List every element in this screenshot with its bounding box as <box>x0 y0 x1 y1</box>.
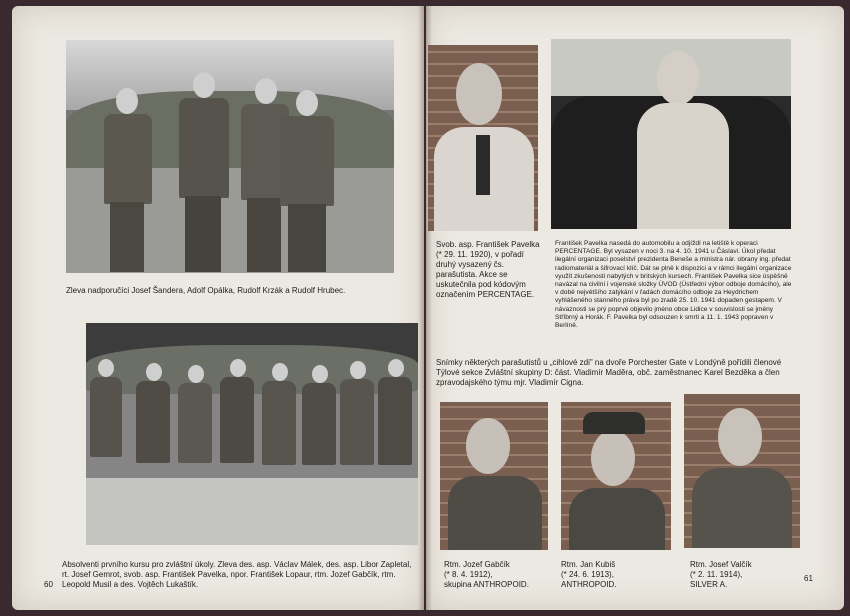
portrait-name: Rtm. Jozef Gabčík <box>444 560 510 569</box>
caption-kubis <box>561 560 661 590</box>
portrait-name: Rtm. Josef Valčík <box>690 560 752 569</box>
caption-gabcik <box>444 560 544 590</box>
photo-kubis <box>561 402 671 550</box>
portrait-group: ANTHROPOID. <box>561 580 617 589</box>
photo-pavelka-car <box>551 39 791 229</box>
portrait-group: skupina ANTHROPOID. <box>444 580 529 589</box>
photo-gabcik <box>440 402 548 550</box>
photo-pavelka-portrait <box>428 45 538 231</box>
caption-pavelka: Svob. asp. František Pavelka (* 29. 11. 1920), v pořadí druhý vysazený čs. parašutista. Akce se uskutečnila pod kódovým označením PERCENTAGE. <box>436 240 540 299</box>
caption-pavelka-car: František Pavelka nasedá do automobilu a odjíždí na letiště k operaci PERCENTAGE. Byl vysazen v noci 3. na 4. 10. 1941 u Čáslavi. Úkol předat ilegální organizaci poselství prezidenta Beneše a ministra nár. obrany ing. předat radiomateriál a šifrovací klíč. Dát se plně k dispozici a v rámci ilegální organizace využít zkušenosti nabytých v britských kursech. František Pavelka sice úspěšně navázal na civilní i vojenské složky ÚVOD (Ústřední výbor odboje domácího), ale v době největšího zatýkání v řadách domácího odboje za Heydrichem vyhlášeného stanného práva byl po zradě 25. 10. 1941 dopaden gestapem. V návaznosti se prý poprvé objevilo jméno obce Lidice v souvislosti se jmény Stříbrný a Horák. F. Pavelka byl odsouzen k smrti a 11. 1. 1943 popraven v Berlíně. <box>555 240 792 330</box>
portrait-name: Rtm. Jan Kubiš <box>561 560 616 569</box>
page-number-right: 61 <box>804 574 813 583</box>
photo-four-officers <box>66 40 394 273</box>
caption-brick-wall-photos: Snímky některých parašutistů u „cihlové zdi" na dvoře Porchester Gate v Londýně pořídili členové Týlové sekce Zvláštní skupiny D: část. Vladimír Maděra, obč. zaměstnanec Karel Bezděka a člen zpravodajského týmu mjr. Vladimír Cigna. <box>436 358 782 387</box>
portrait-born: (* 2. 11. 1914), <box>690 570 743 579</box>
photo-course-graduates <box>86 323 418 545</box>
caption-valcik <box>690 560 790 590</box>
caption-four-officers: Zleva nadporučíci Josef Šandera, Adolf Opálka, Rudolf Krzák a Rudolf Hrubec. <box>66 286 346 295</box>
portrait-born: (* 24. 6. 1913), <box>561 570 614 579</box>
caption-course-graduates: Absolventi prvního kursu pro zvláštní úkoly. Zleva des. asp. Václav Málek, des. asp. Libor Zapletal, rt. Josef Gemrot, svob. asp. František Pavelka, npor. František Lopaur, rtm. Jozef Gabčík, rtm. Leopold Musil a des. Vojtěch Lukaštík. <box>62 560 412 589</box>
portrait-group: SILVER A. <box>690 580 728 589</box>
portrait-born: (* 8. 4. 1912), <box>444 570 493 579</box>
page-number-left: 60 <box>44 580 53 589</box>
photo-valcik <box>684 394 800 548</box>
